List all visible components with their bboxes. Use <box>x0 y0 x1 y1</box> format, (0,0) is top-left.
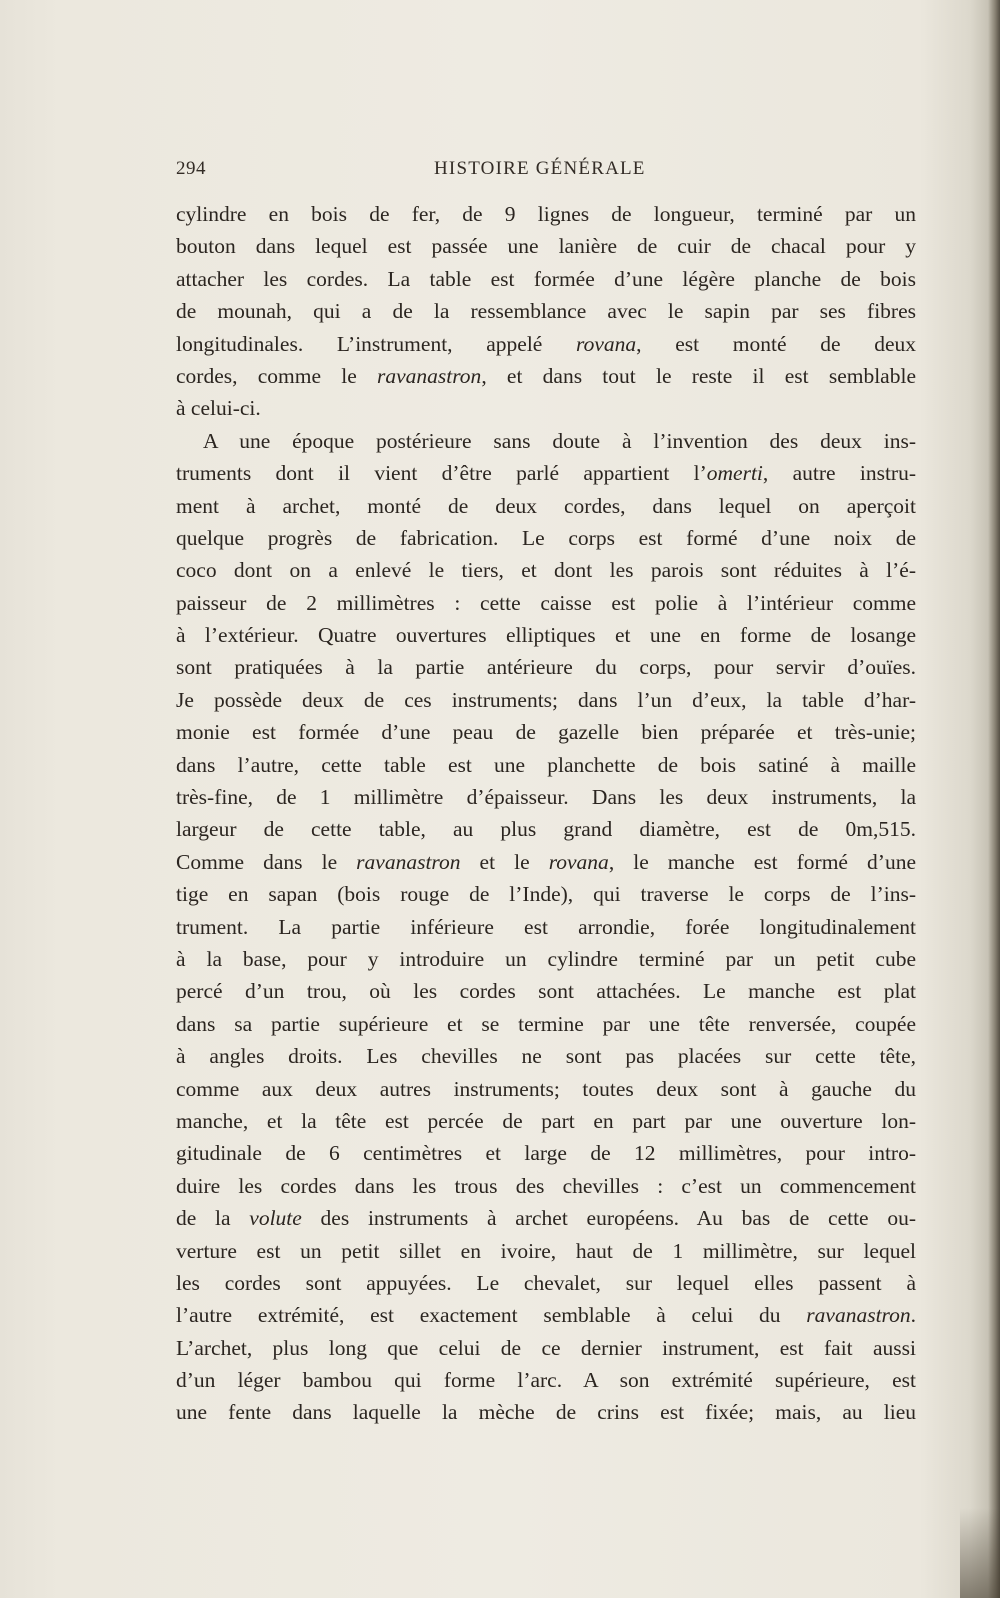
text-line: quelque progrès de fabrication. Le corps est formé d’une noix de <box>176 525 916 550</box>
text-line: dans sa partie supérieure et se termine par une tête renversée, coupée <box>176 1011 916 1036</box>
page-edge-shadow <box>988 0 1000 1598</box>
text-line: monie est formée d’une peau de gazelle bien préparée et très-unie; <box>176 720 916 745</box>
text-line: dans l’autre, cette table est une planchette de bois satiné à maille <box>176 752 916 777</box>
text-line: à l’extérieur. Quatre ouvertures elliptiques et une en forme de losange <box>176 623 916 648</box>
text-line: paisseur de 2 millimètres : cette caisse est polie à l’intérieur comme <box>176 590 916 615</box>
italic-term: rovana <box>548 849 609 874</box>
text-line: de la volute des instruments à archet européens. Au bas de cette ou- <box>176 1206 916 1231</box>
text-line: comme aux deux autres instruments; toutes deux sont à gauche du <box>176 1076 916 1101</box>
text-line: largeur de cette table, au plus grand diamètre, est de 0m,515. <box>176 817 916 842</box>
text-line: cordes, comme le ravanastron, et dans tout le reste il est semblable <box>176 363 916 388</box>
text-line: attacher les cordes. La table est formée d’une légère planche de bois <box>176 266 916 291</box>
text-line: ment à archet, monté de deux cordes, dans lequel on aperçoit <box>176 493 916 518</box>
text-line: A une époque postérieure sans doute à l’invention des deux ins- <box>203 428 916 453</box>
page-number: 294 <box>176 158 206 179</box>
text-line: cylindre en bois de fer, de 9 lignes de longueur, terminé par un <box>176 202 916 226</box>
text-line: percé d’un trou, où les cordes sont attachées. Le manche est plat <box>176 979 916 1004</box>
text-line: une fente dans laquelle la mèche de crins est fixée; mais, au lieu <box>176 1400 916 1425</box>
italic-term: omerti <box>706 461 763 486</box>
italic-term: volute <box>249 1206 302 1231</box>
text-line: duire les cordes dans les trous des chevilles : c’est un commencement <box>176 1173 916 1198</box>
text-line: l’autre extrémité, est exactement semblable à celui du ravanastron. <box>176 1303 916 1328</box>
text-line: de mounah, qui a de la ressemblance avec le sapin par ses fibres <box>176 299 916 324</box>
page-corner-stain <box>960 1508 1000 1598</box>
text-line: manche, et la tête est percée de part en part par une ouverture lon- <box>176 1108 916 1133</box>
text-line: tige en sapan (bois rouge de l’Inde), qui traverse le corps de l’ins- <box>176 882 916 907</box>
text-line: trument. La partie inférieure est arrondie, forée longitudinalement <box>176 914 916 939</box>
text-line: longitudinales. L’instrument, appelé rovana, est monté de deux <box>176 331 916 356</box>
page-header <box>176 158 916 186</box>
italic-term: rovana <box>576 331 637 356</box>
text-line: coco dont on a enlevé le tiers, et dont les parois sont réduites à l’é- <box>176 558 916 583</box>
body-text <box>176 198 916 1429</box>
italic-term: ravanastron <box>356 849 461 874</box>
text-line: d’un léger bambou qui forme l’arc. A son extrémité supérieure, est <box>176 1368 916 1393</box>
text-line: bouton dans lequel est passée une lanière de cuir de chacal pour y <box>176 234 916 259</box>
text-line: Comme dans le ravanastron et le rovana, le manche est formé d’une <box>176 849 916 874</box>
text-line: très-fine, de 1 millimètre d’épaisseur. Dans les deux instruments, la <box>176 785 916 810</box>
text-line: les cordes sont appuyées. Le chevalet, sur lequel elles passent à <box>176 1270 916 1295</box>
text-line: gitudinale de 6 centimètres et large de 12 millimètres, pour intro- <box>176 1141 916 1166</box>
text-line: truments dont il vient d’être parlé appartient l’omerti, autre instru- <box>176 461 916 486</box>
text-line: sont pratiquées à la partie antérieure du corps, pour servir d’ouïes. <box>176 655 916 680</box>
running-title: HISTOIRE GÉNÉRALE <box>434 158 646 179</box>
text-line: verture est un petit sillet en ivoire, haut de 1 millimètre, sur lequel <box>176 1238 916 1263</box>
text-line: à la base, pour y introduire un cylindre terminé par un petit cube <box>176 946 916 971</box>
text-line: Je possède deux de ces instruments; dans l’un d’eux, la table d’har- <box>176 687 916 712</box>
italic-term: ravanastron <box>376 363 482 388</box>
text-line: à angles droits. Les chevilles ne sont pas placées sur cette tête, <box>176 1044 916 1069</box>
italic-term: ravanastron <box>806 1303 911 1328</box>
text-line: L’archet, plus long que celui de ce dernier instrument, est fait aussi <box>176 1335 916 1360</box>
text-line: à celui-ci. <box>176 396 261 421</box>
